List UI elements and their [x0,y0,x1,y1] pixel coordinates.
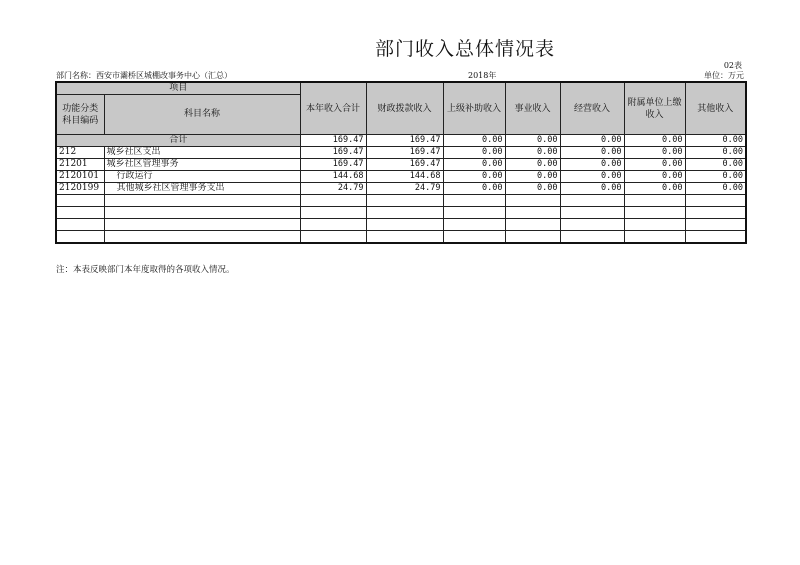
header-affiliated: 附属单位上缴收入 [624,82,685,135]
row-cell: 0.00 [560,183,624,195]
header-fiscal: 财政拨款收入 [366,82,443,135]
header-total: 本年收入合计 [300,82,366,135]
row-cell: 0.00 [443,159,505,171]
row-code: 21201 [56,159,104,171]
row-cell: 0.00 [685,183,746,195]
total-label: 合计 [56,135,300,147]
row-name: 行政运行 [104,171,300,183]
header-business: 事业收入 [505,82,560,135]
income-table [55,81,747,244]
row-code: 212 [56,147,104,159]
empty-row [56,195,746,207]
table-row [56,171,746,183]
row-cell: 169.47 [366,147,443,159]
header-operation: 经营收入 [560,82,624,135]
total-cell: 0.00 [624,135,685,147]
row-name: 其他城乡社区管理事务支出 [104,183,300,195]
department-name: 部门名称：西安市灞桥区城棚改事务中心（汇总） [56,71,232,80]
row-cell: 0.00 [505,159,560,171]
row-code: 2120101 [56,171,104,183]
row-cell: 169.47 [366,159,443,171]
row-cell: 169.47 [300,147,366,159]
total-cell: 0.00 [685,135,746,147]
total-cell: 169.47 [300,135,366,147]
header-code: 功能分类科目编码 [56,95,104,135]
row-code: 2120199 [56,183,104,195]
meta-row [56,70,744,81]
header-item-group: 项目 [56,82,300,95]
row-cell: 0.00 [505,183,560,195]
header-other: 其他收入 [685,82,746,135]
total-row [56,135,746,147]
table-note: 注：本表反映部门本年度取得的各项收入情况。 [56,265,235,275]
header-name: 科目名称 [104,95,300,135]
row-cell: 0.00 [624,171,685,183]
row-cell: 0.00 [560,159,624,171]
row-cell: 0.00 [505,147,560,159]
row-cell: 144.68 [300,171,366,183]
row-cell: 144.68 [366,171,443,183]
form-code: 02表 [723,61,742,70]
row-cell: 0.00 [443,147,505,159]
row-cell: 0.00 [560,171,624,183]
row-cell: 0.00 [505,171,560,183]
row-cell: 0.00 [685,171,746,183]
table-row [56,147,746,159]
table-row [56,159,746,171]
total-cell: 169.47 [366,135,443,147]
total-cell: 0.00 [560,135,624,147]
row-cell: 0.00 [443,183,505,195]
row-cell: 0.00 [685,147,746,159]
row-cell: 24.79 [366,183,443,195]
row-cell: 0.00 [443,171,505,183]
row-name: 城乡社区管理事务 [104,159,300,171]
unit-label: 单位：万元 [704,71,744,80]
table-row [56,183,746,195]
row-name: 城乡社区支出 [104,147,300,159]
empty-row [56,219,746,231]
row-cell: 24.79 [300,183,366,195]
row-cell: 169.47 [300,159,366,171]
report-year: 2018年 [468,71,497,80]
row-cell: 0.00 [624,159,685,171]
row-cell: 0.00 [685,159,746,171]
total-cell: 0.00 [505,135,560,147]
row-cell: 0.00 [560,147,624,159]
page-title: 部门收入总体情况表 [374,38,555,60]
total-cell: 0.00 [443,135,505,147]
empty-row [56,231,746,244]
empty-row [56,207,746,219]
row-cell: 0.00 [624,183,685,195]
row-cell: 0.00 [624,147,685,159]
header-upper-subsidy: 上级补助收入 [443,82,505,135]
